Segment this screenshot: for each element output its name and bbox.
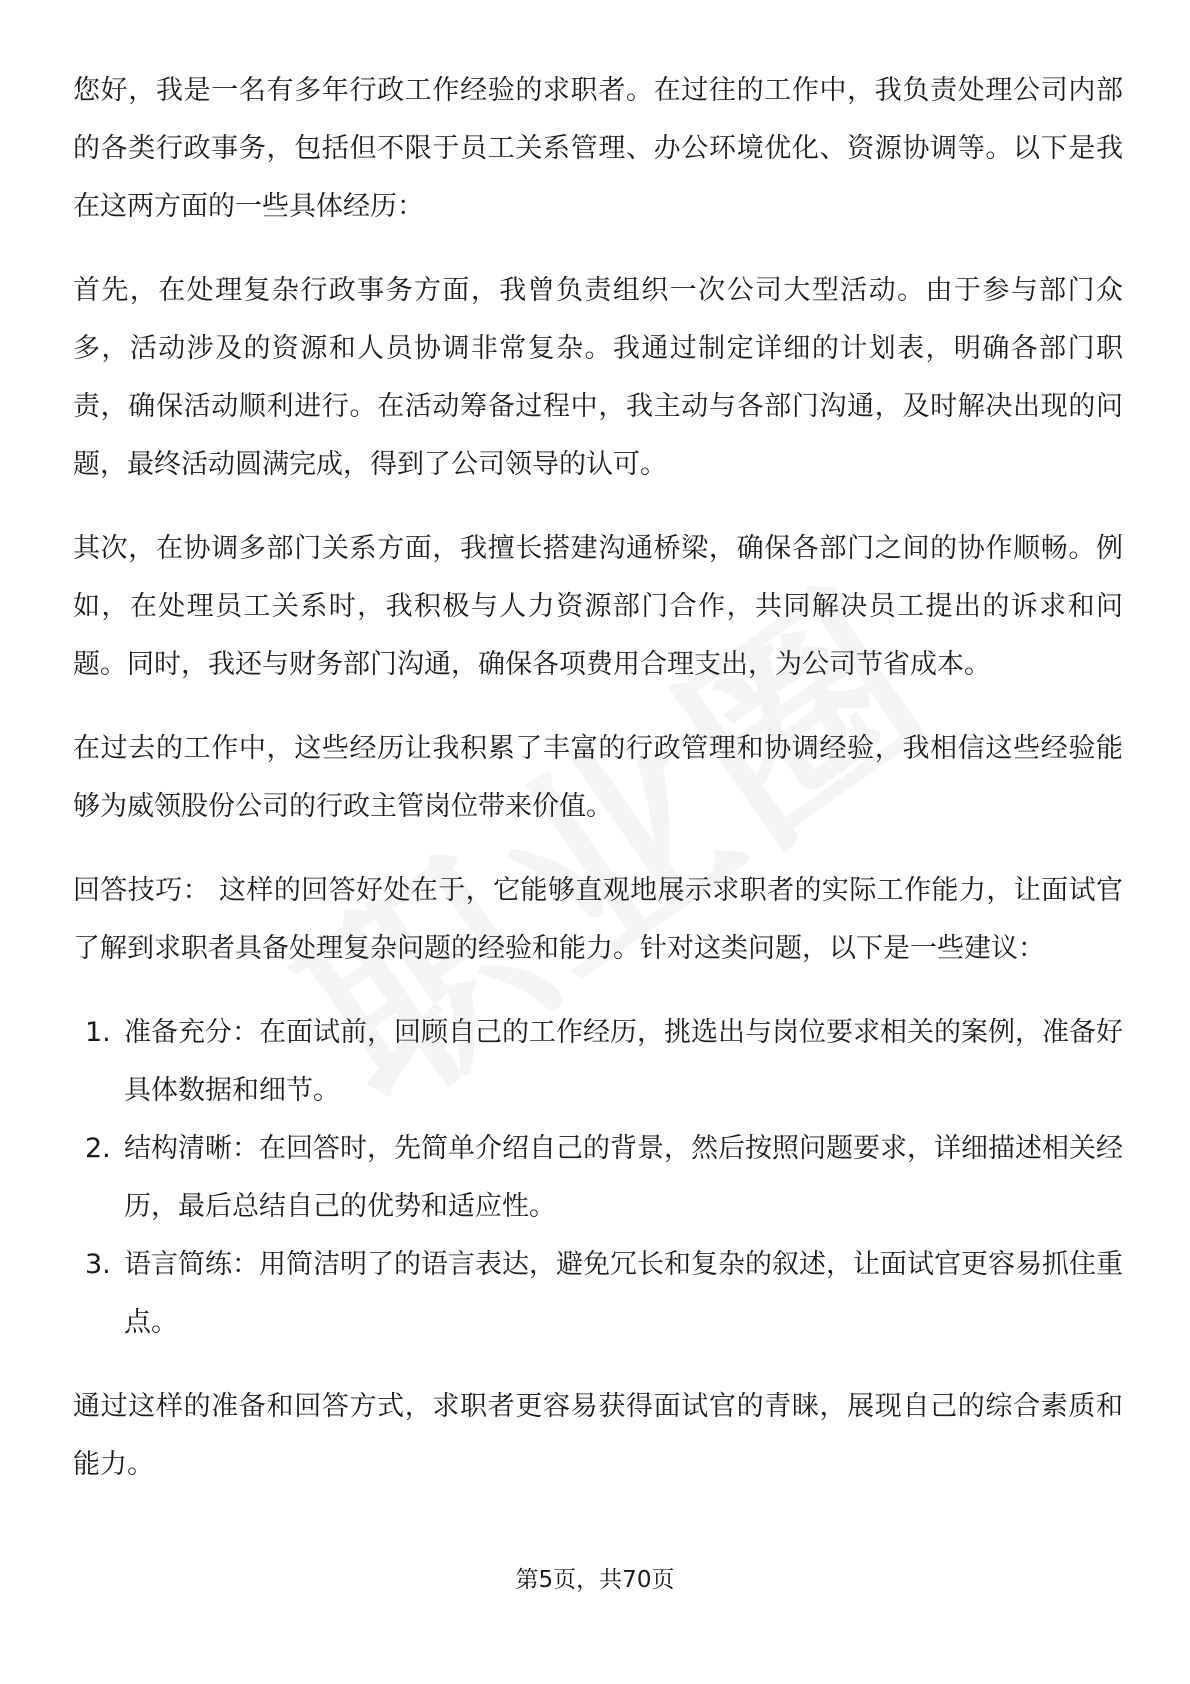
list-item-text: 结构清晰：在回答时，先简单介绍自己的背景，然后按照问题要求，详细描述相关经历，最后总结自己的优势和适应性。 (124, 1133, 1123, 1222)
list-item-number: 3. (85, 1249, 111, 1280)
list-item-number: 2. (85, 1133, 111, 1164)
list-item-text: 语言简练：用简洁明了的语言表达，避免冗长和复杂的叙述，让面试官更容易抓住重点。 (124, 1249, 1123, 1338)
summary-paragraph: 在过去的工作中，这些经历让我积累了丰富的行政管理和协调经验，我相信这些经验能够为威领股份公司的行政主管岗位带来价值。 (73, 733, 1123, 822)
tips-list (73, 1004, 1123, 1352)
list-item (73, 1120, 1123, 1236)
second-experience-paragraph: 其次，在协调多部门关系方面，我擅长搭建沟通桥梁，确保各部门之间的协作顺畅。例如，在处理员工关系时，我积极与人力资源部门合作，共同解决员工提出的诉求和问题。同时，我还与财务部门沟通，确保各项费用合理支出，为公司节省成本。 (73, 533, 1123, 680)
list-item-text: 准备充分：在面试前，回顾自己的工作经历，挑选出与岗位要求相关的案例，准备好具体数据和细节。 (124, 1017, 1123, 1106)
tips-intro-paragraph: 回答技巧： 这样的回答好处在于，它能够直观地展示求职者的实际工作能力，让面试官了解到求职者具备处理复杂问题的经验和能力。针对这类问题，以下是一些建议： (73, 875, 1123, 964)
list-item-number: 1. (85, 1017, 111, 1048)
page-number: 第5页，共70页 (515, 1567, 675, 1593)
intro-paragraph: 您好，我是一名有多年行政工作经验的求职者。在过往的工作中，我负责处理公司内部的各类行政事务，包括但不限于员工关系管理、办公环境优化、资源协调等。以下是我在这两方面的一些具体经历： (73, 75, 1123, 222)
list-item (73, 1004, 1123, 1120)
closing-paragraph: 通过这样的准备和回答方式，求职者更容易获得面试官的青睐，展现自己的综合素质和能力。 (73, 1391, 1123, 1480)
first-experience-paragraph: 首先，在处理复杂行政事务方面，我曾负责组织一次公司大型活动。由于参与部门众多，活动涉及的资源和人员协调非常复杂。我通过制定详细的计划表，明确各部门职责，确保活动顺利进行。在活动筹备过程中，我主动与各部门沟通，及时解决出现的问题，最终活动圆满完成，得到了公司领导的认可。 (73, 275, 1123, 480)
list-item (73, 1236, 1123, 1352)
page-content (73, 62, 1123, 1520)
